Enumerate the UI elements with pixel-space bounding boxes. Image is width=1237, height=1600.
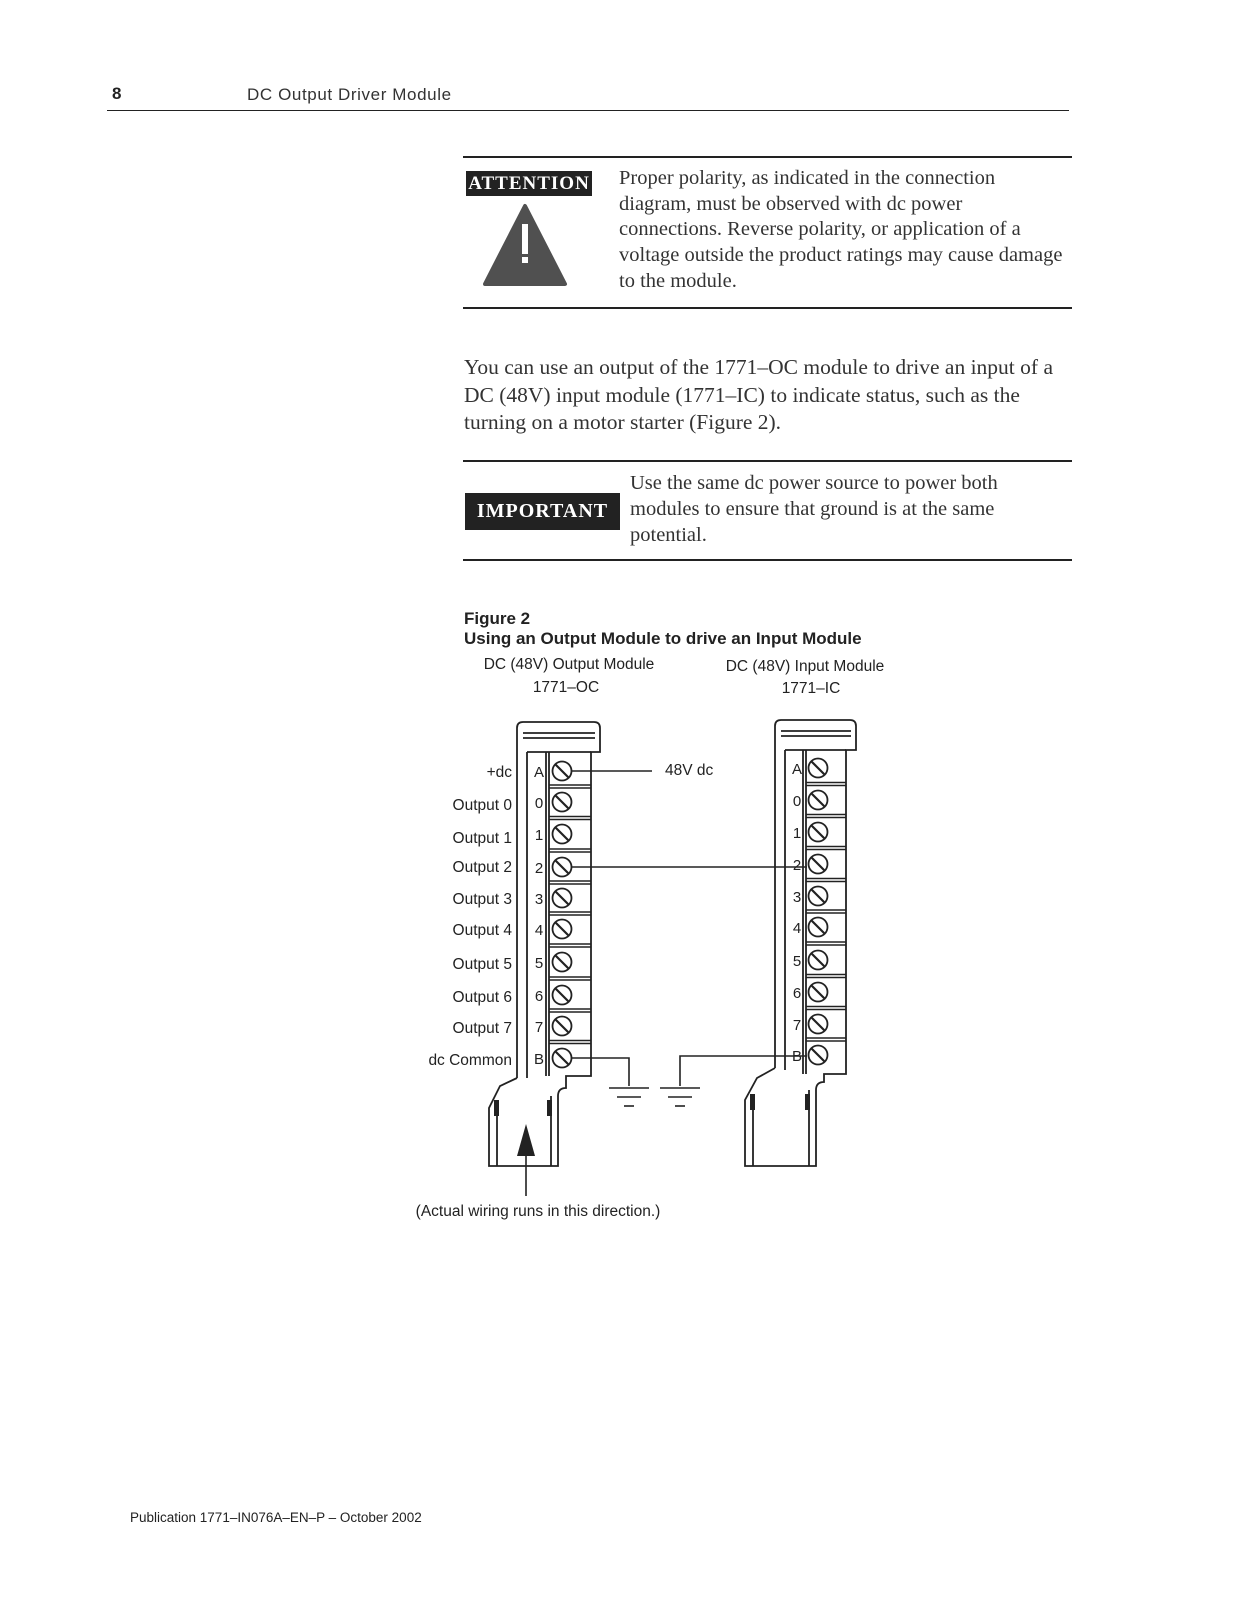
- footer-publication: Publication 1771–IN076A–EN–P – October 2002: [130, 1510, 422, 1525]
- terminal-label: Output 7: [452, 1020, 512, 1037]
- body-paragraph: You can use an output of the 1771–OC module to drive an input of a DC (48V) input module (1771–IC) to indicate status, such as the turning on a motor starter (Figure 2).: [464, 355, 1053, 434]
- attention-bottom-rule: [463, 307, 1072, 309]
- output-terminal-id: 6: [534, 988, 544, 1005]
- input-terminal-id: B: [791, 1048, 803, 1065]
- terminal-label: Output 6: [452, 989, 512, 1006]
- terminal-label: Output 3: [452, 891, 512, 908]
- wires: [571, 771, 807, 1086]
- attention-label: ATTENTION: [466, 171, 592, 196]
- output-terminal-id: 7: [534, 1019, 544, 1036]
- input-terminal-id: 4: [792, 920, 802, 937]
- input-terminal-id: 6: [792, 985, 802, 1002]
- output-common-wire: [571, 1058, 629, 1086]
- input-terminal-id: 2: [792, 857, 802, 874]
- warning-icon: [482, 202, 568, 288]
- output-terminal-id: 4: [534, 922, 544, 939]
- terminal-label: +dc: [486, 764, 512, 781]
- input-module-catalog: 1771–IC: [781, 680, 841, 697]
- wiring-diagram: [0, 640, 1237, 1240]
- input-terminal-id: 5: [792, 953, 802, 970]
- attention-text: Proper polarity, as indicated in the connection diagram, must be observed with dc power connections. Reverse polarity, or application of a voltage outside the product ratings may cause damage to the module.: [619, 167, 1063, 292]
- input-module-name: DC (48V) Input Module: [725, 658, 885, 675]
- terminal-labels: [428, 764, 512, 1069]
- input-terminal-id: 7: [792, 1017, 802, 1034]
- output-module-name: DC (48V) Output Module: [483, 656, 655, 673]
- terminal-label: Output 5: [452, 956, 512, 973]
- output-terminal-id: 3: [534, 891, 544, 908]
- input-terminal-id: 1: [792, 825, 802, 842]
- important-label: IMPORTANT: [465, 493, 620, 530]
- input-terminal-id: 0: [792, 793, 802, 810]
- input-terminal-id: 3: [792, 889, 802, 906]
- wiring-direction-arrow: [517, 1124, 535, 1196]
- input-module-terminals: [792, 759, 846, 1066]
- output-terminal-id: B: [533, 1051, 545, 1068]
- important-bottom-rule: [463, 559, 1072, 561]
- output-terminal-id: 0: [534, 795, 544, 812]
- figure-caption: (Actual wiring runs in this direction.): [415, 1203, 661, 1220]
- terminal-label: Output 4: [452, 922, 512, 939]
- input-terminal-id: A: [791, 761, 803, 778]
- output-module-catalog: 1771–OC: [532, 679, 600, 696]
- input-common-wire: [680, 1056, 807, 1086]
- header-rule: [107, 110, 1069, 111]
- ground-symbol-right: [660, 1088, 700, 1106]
- output-module-terminals: [534, 762, 591, 1069]
- ground-symbol-left: [609, 1088, 649, 1106]
- output-terminal-id: 5: [534, 955, 544, 972]
- important-text: Use the same dc power source to power both modules to ensure that ground is at the same potential.: [630, 472, 998, 547]
- input-module-drawing: [745, 720, 856, 1166]
- output-terminal-id: 1: [534, 827, 544, 844]
- figure-number: Figure 2: [464, 609, 531, 628]
- running-header: DC Output Driver Module: [247, 85, 452, 104]
- page-number: 8: [112, 84, 122, 103]
- terminal-label: Output 2: [452, 859, 512, 876]
- supply-label: 48V dc: [665, 762, 714, 779]
- figure-title: Using an Output Module to drive an Input Module: [464, 629, 862, 648]
- terminal-label: Output 0: [452, 797, 512, 814]
- terminal-label: Output 1: [452, 830, 512, 847]
- output-terminal-id: A: [533, 764, 545, 781]
- output-terminal-id: 2: [534, 860, 544, 877]
- attention-top-rule: [463, 156, 1072, 158]
- terminal-label: dc Common: [428, 1052, 512, 1069]
- important-top-rule: [463, 460, 1072, 462]
